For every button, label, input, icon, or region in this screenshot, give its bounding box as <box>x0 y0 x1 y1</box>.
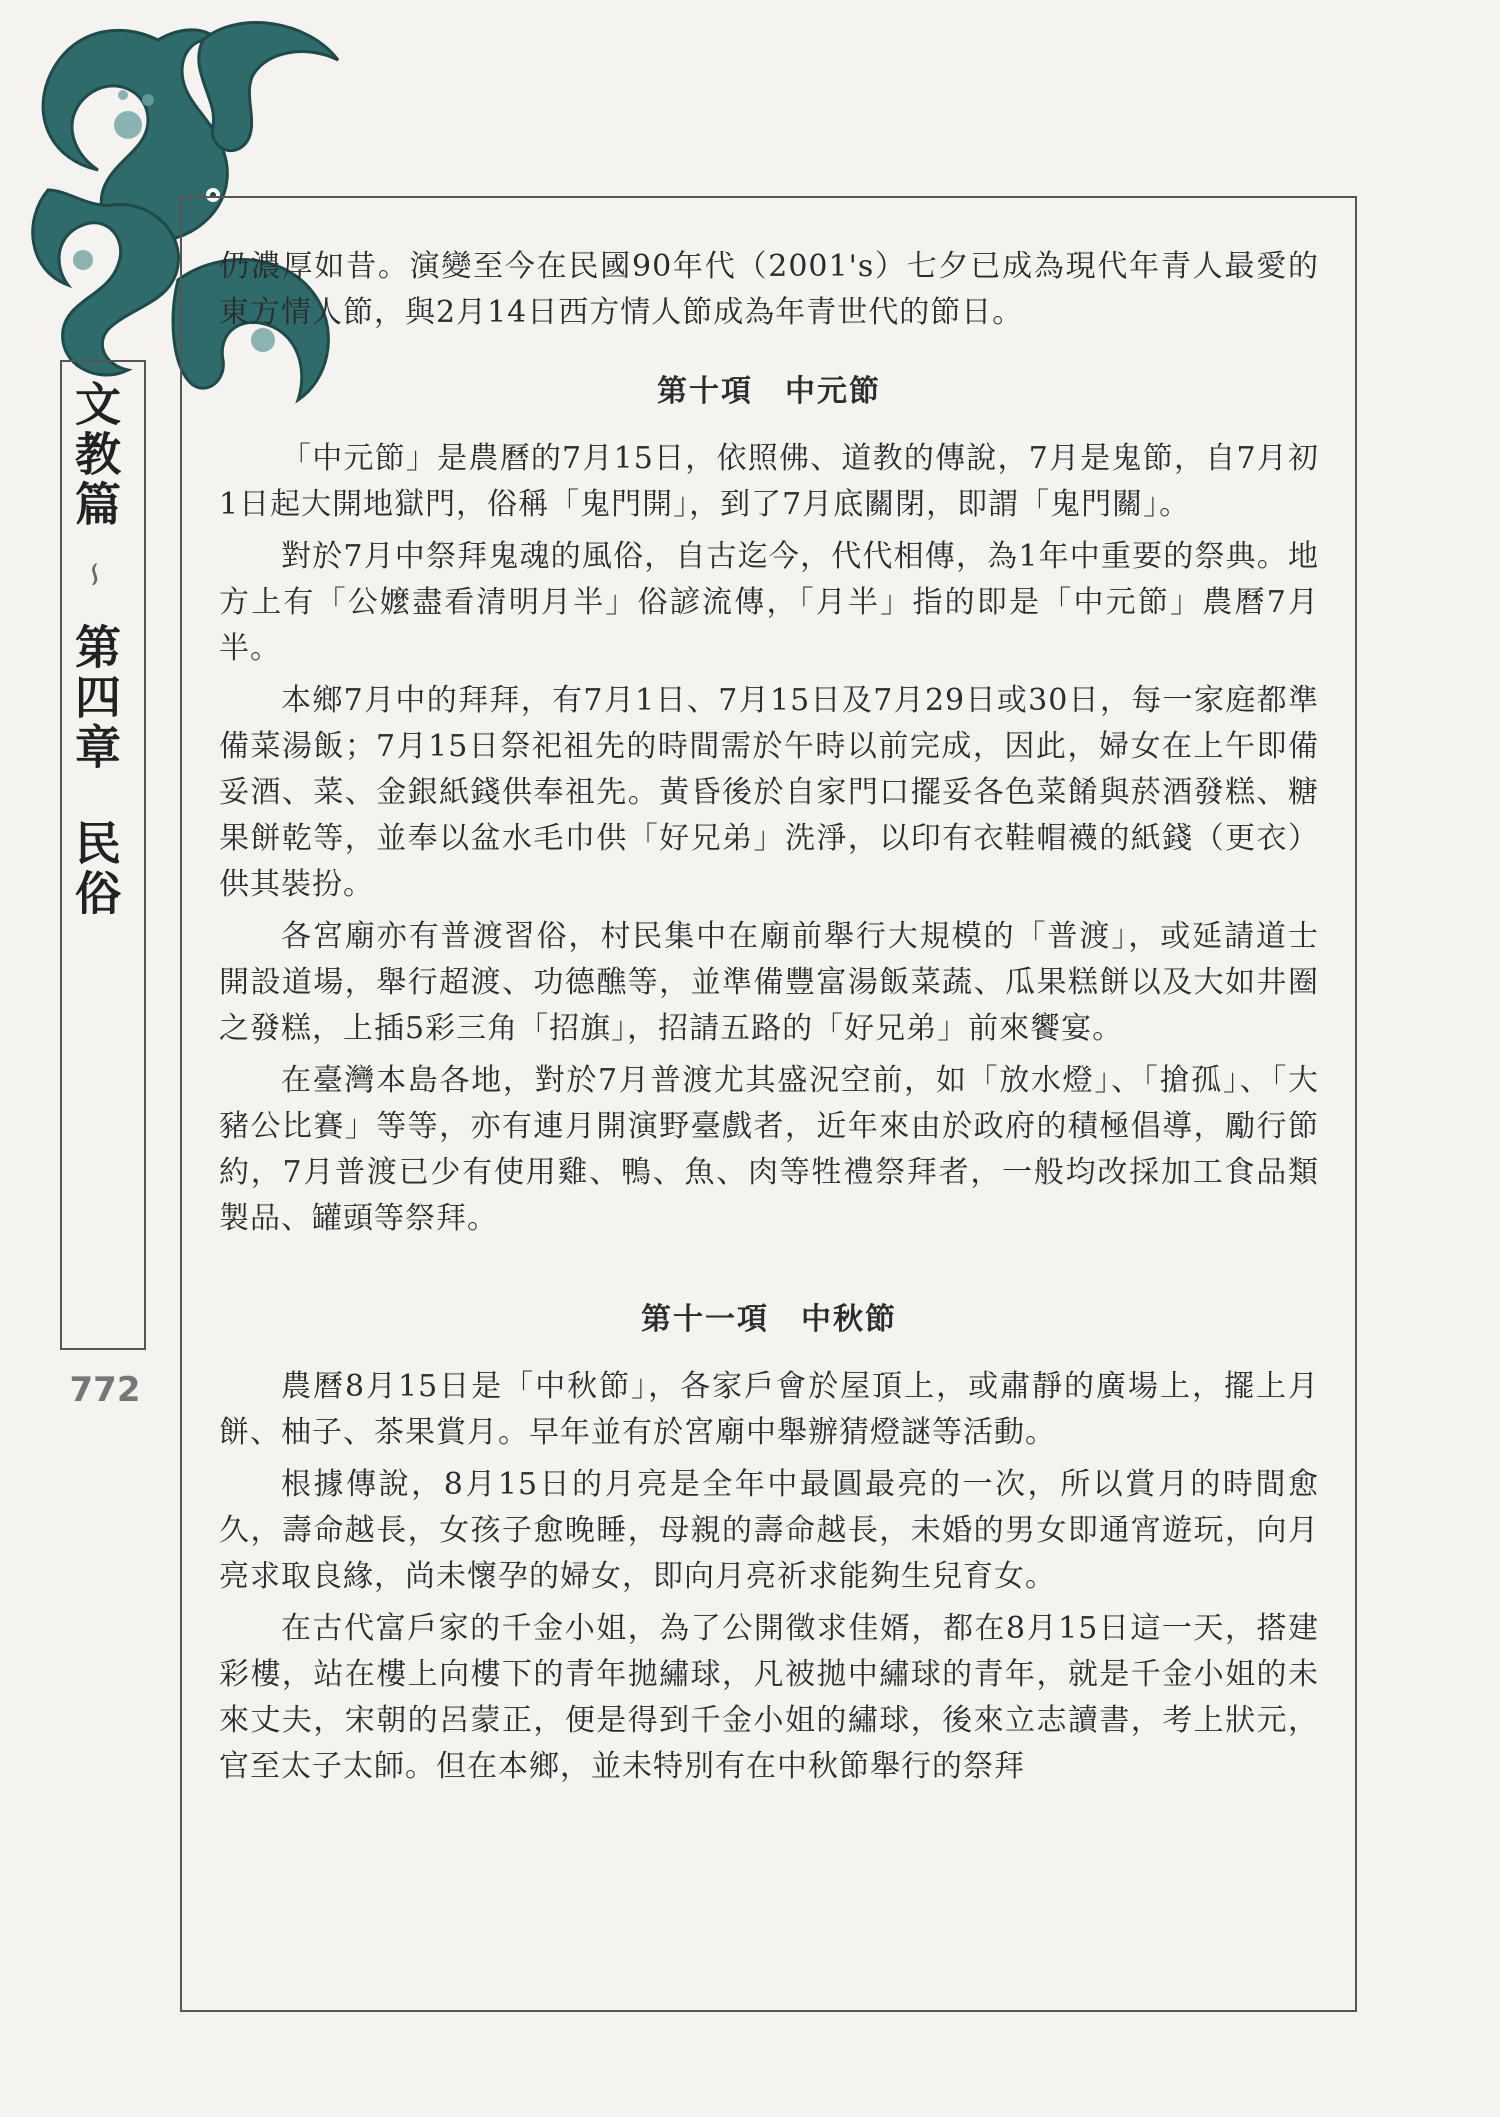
paragraph: 農曆8月15日是「中秋節」，各家戶會於屋頂上，或肅靜的廣場上，擺上月餅、柚子、茶果賞月。早年並有於宮廟中舉辦猜燈謎等活動。 <box>219 1369 1319 1450</box>
part-label: 文教篇 <box>68 380 122 530</box>
paragraph: 對於7月中祭拜鬼魂的風俗，自古迄今，代代相傳，為1年中重要的祭典。地方上有「公嬤盡看清明月半」俗諺流傳，「月半」指的即是「中元節」農曆7月半。 <box>219 539 1319 666</box>
paragraph: 「中元節」是農曆的7月15日，依照佛、道教的傳說，7月是鬼節，自7月初1日起大開地獄門，俗稱「鬼門開」，到了7月底關閉，即謂「鬼門關」。 <box>219 441 1319 522</box>
paragraph: 本鄉7月中的拜拜，有7月1日、7月15日及7月29日或30日，每一家庭都準備菜湯飯；7月15日祭祀祖先的時間需於午時以前完成，因此，婦女在上午即備妥酒、菜、金銀紙錢供奉祖先。黃昏後於自家門口擺妥各色菜餚與菸酒發糕、糖果餅乾等，並奉以盆水毛巾供「好兄弟」洗淨，以印有衣鞋帽襪的紙錢（更衣）供其裝扮。 <box>219 683 1319 902</box>
page-body <box>219 244 1319 1790</box>
paragraph: 在古代富戶家的千金小姐，為了公開徵求佳婿，都在8月15日這一天，搭建彩樓，站在樓上向樓下的青年拋繡球，凡被拋中繡球的青年，就是千金小姐的未來丈夫，宋朝的呂蒙正，便是得到千金小姐的繡球，後來立志讀書，考上狀元，官至太子太師。但在本鄉，並未特別有在中秋節舉行的祭拜 <box>219 1611 1319 1784</box>
chapter-number: 第四章 <box>68 622 122 773</box>
paragraph: 各宮廟亦有普渡習俗，村民集中在廟前舉行大規模的「普渡」，或延請道士開設道場，舉行超渡、功德醮等，並準備豐富湯飯菜蔬、瓜果糕餅以及大如井圈之發糕，上插5彩三角「招旗」，招請五路的「好兄弟」前來饗宴。 <box>219 919 1319 1046</box>
chapter-topic: 民俗 <box>68 818 122 919</box>
page-number: 772 <box>69 1370 141 1410</box>
opening-paragraph: 仍濃厚如昔。演變至今在民國90年代（2001's）七夕已成為現代年青人最愛的東方情人節，與2月14日西方情人節成為年青世代的節日。 <box>219 249 1319 330</box>
section-heading: 第十一項 中秋節 <box>641 1302 897 1337</box>
ornament-icon: ∽ <box>75 560 115 593</box>
paragraph: 在臺灣本島各地，對於7月普渡尤其盛況空前，如「放水燈」、「搶孤」、「大豬公比賽」等等，亦有連月開演野臺戲者，近年來由於政府的積極倡導，勵行節約，7月普渡已少有使用雞、鴨、魚、肉等牲禮祭拜者，一般均改採加工食品類製品、罐頭等祭拜。 <box>219 1063 1319 1236</box>
paragraph: 根據傳說，8月15日的月亮是全年中最圓最亮的一次，所以賞月的時間愈久，壽命越長，女孩子愈晚睡，母親的壽命越長，未婚的男女即通宵遊玩，向月亮求取良緣，尚未懷孕的婦女，即向月亮祈求能夠生兒育女。 <box>219 1467 1319 1594</box>
chapter-label <box>68 380 128 919</box>
section-heading: 第十項 中元節 <box>657 374 881 409</box>
